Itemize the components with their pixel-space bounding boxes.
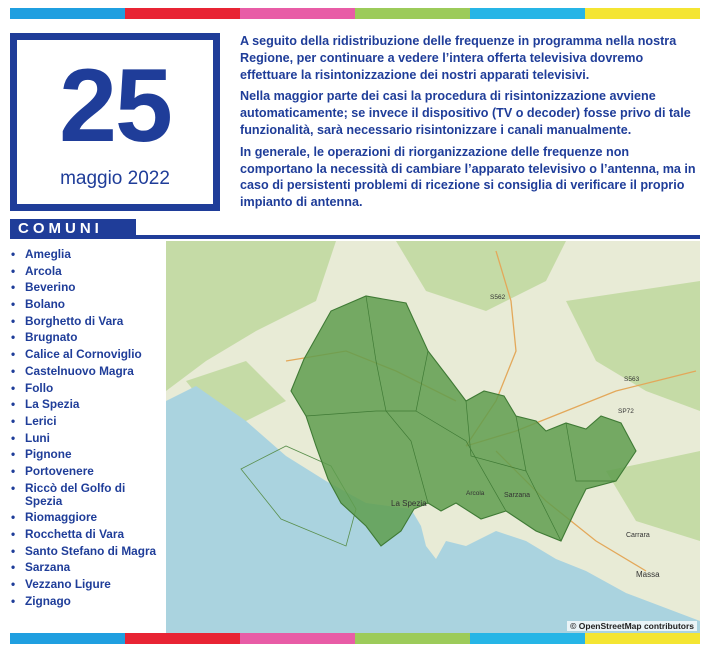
road-label-s63: S563 <box>624 376 640 383</box>
town-label-arcola: Arcola <box>466 490 485 497</box>
date-box <box>10 33 220 211</box>
comune-item: • Borghetto di Vara <box>10 315 160 328</box>
map-canvas <box>166 241 700 633</box>
road-label-sp72: SP72 <box>618 408 634 415</box>
stripe-segment <box>585 633 700 644</box>
stripe-segment <box>10 8 125 19</box>
city-label-carrara: Carrara <box>626 532 650 539</box>
comune-item: • Lerici <box>10 415 160 428</box>
stripe-segment <box>470 633 585 644</box>
comune-item: • Arcola <box>10 265 160 278</box>
comune-item: • Beverino <box>10 281 160 294</box>
comune-item: • Sarzana <box>10 561 160 574</box>
stripe-segment <box>355 8 470 19</box>
comune-item: • Zignago <box>10 595 160 608</box>
notice-paragraph: Nella maggior parte dei casi la procedura di risintonizzazione avviene automaticamente; se invece il dispositivo (TV o decoder) fosse privo di tale funzionalità, sarà necessario risintonizzare i canali manualmente. <box>240 89 691 137</box>
city-label-la-spezia: La Spezia <box>391 499 427 508</box>
stripe-segment <box>585 8 700 19</box>
stripe-segment <box>125 8 240 19</box>
stripe-segment <box>355 633 470 644</box>
comune-item: • Ameglia <box>10 248 160 261</box>
comune-item: • Luni <box>10 432 160 445</box>
bottom-color-stripe <box>10 633 700 644</box>
stripe-segment <box>10 633 125 644</box>
comune-item: • Pignone <box>10 448 160 461</box>
map-attribution[interactable]: © OpenStreetMap contributors <box>567 621 697 631</box>
road-label-s62: S562 <box>490 294 506 301</box>
notice-paragraph: In generale, le operazioni di riorganizzazione delle frequenze non comportano la necessità di cambiare l’apparato televisivo o l’antenna, ma in caso di persistenti problemi di ricezione si consiglia di verificare il proprio impianto di antenna. <box>240 144 696 210</box>
date-day: 25 <box>59 48 171 164</box>
comune-item: • Riomaggiore <box>10 511 160 524</box>
stripe-segment <box>240 8 355 19</box>
stripe-segment <box>125 633 240 644</box>
comune-item: • La Spezia <box>10 398 160 411</box>
city-label-sarzana: Sarzana <box>504 492 531 499</box>
notice-text <box>240 33 700 216</box>
comune-item: • Portovenere <box>10 465 160 478</box>
date-month-year: maggio 2022 <box>60 168 170 189</box>
comune-item: • Santo Stefano di Magra <box>10 545 160 558</box>
stripe-segment <box>470 8 585 19</box>
top-color-stripe <box>10 8 700 19</box>
comune-item: • Follo <box>10 382 160 395</box>
stripe-segment <box>240 633 355 644</box>
comune-item: • Castelnuovo Magra <box>10 365 160 378</box>
map-view[interactable] <box>166 241 700 633</box>
comune-item: • Bolano <box>10 298 160 311</box>
comune-item: • Calice al Cornoviglio <box>10 348 160 361</box>
notice-paragraph: A seguito della ridistribuzione delle frequenze in programma nella nostra Regione, per continuare a vedere l’intera offerta televisiva dovremo effettuare la risintonizzazione dei nostri apparati televisivi. <box>240 34 677 82</box>
city-label-massa: Massa <box>636 570 660 579</box>
comune-item: • Brugnato <box>10 331 160 344</box>
comuni-heading: COMUNI <box>10 219 136 239</box>
comune-item: • Vezzano Ligure <box>10 578 160 591</box>
comune-item: • Riccò del Golfo di Spezia <box>10 482 160 508</box>
comuni-list <box>10 248 160 611</box>
comune-item: • Rocchetta di Vara <box>10 528 160 541</box>
